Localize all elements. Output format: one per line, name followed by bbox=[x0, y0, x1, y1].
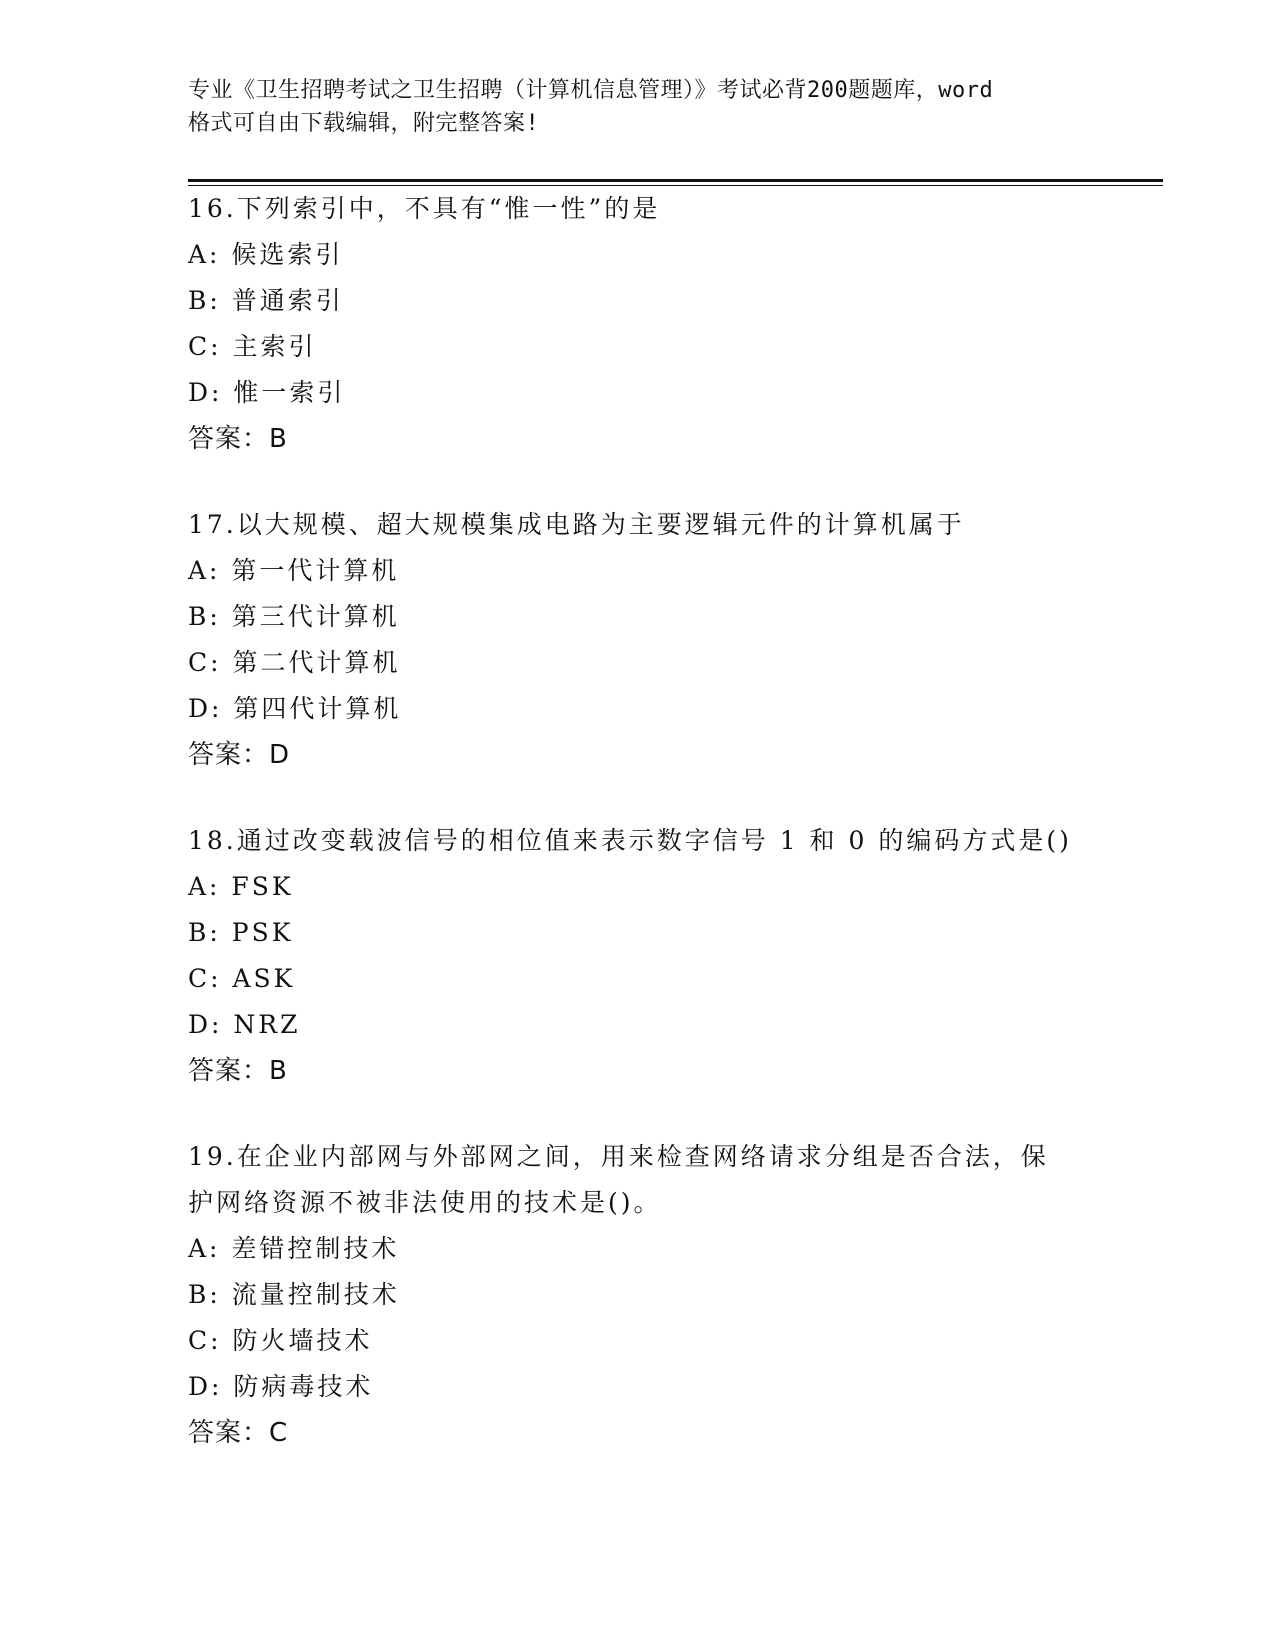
question-stem-line-1: 19.在企业内部网与外部网之间，用来检查网络请求分组是否合法，保 bbox=[188, 1142, 1049, 1171]
option-b: B: 第三代计算机 bbox=[188, 602, 400, 631]
option-c: C: 防火墙技术 bbox=[188, 1326, 373, 1355]
answer-label: 答案：D bbox=[188, 740, 291, 770]
option-c: C: ASK bbox=[188, 964, 296, 993]
question-stem: 18.通过改变载波信号的相位值来表示数字信号 1 和 0 的编码方式是() bbox=[188, 826, 1072, 855]
option-c: C: 主索引 bbox=[188, 332, 317, 361]
option-b: B: 流量控制技术 bbox=[188, 1280, 400, 1309]
answer-label: 答案：C bbox=[188, 1418, 289, 1448]
option-a: A: 候选索引 bbox=[188, 240, 344, 269]
header-divider-thick bbox=[188, 179, 1163, 182]
option-a: A: 第一代计算机 bbox=[188, 556, 400, 585]
option-c: C: 第二代计算机 bbox=[188, 648, 401, 677]
question-17 bbox=[188, 502, 1088, 778]
answer-label: 答案：B bbox=[188, 1056, 288, 1086]
header-line-1: 专业《卫生招聘考试之卫生招聘（计算机信息管理）》考试必背200题题库，word bbox=[188, 78, 994, 103]
option-b: B: PSK bbox=[188, 918, 294, 947]
answer-label: 答案：B bbox=[188, 424, 288, 454]
document-header bbox=[188, 74, 1088, 140]
question-16 bbox=[188, 186, 1088, 462]
option-d: D: 惟一索引 bbox=[188, 378, 346, 407]
option-a: A: FSK bbox=[188, 872, 294, 901]
option-d: D: NRZ bbox=[188, 1010, 301, 1039]
option-d: D: 防病毒技术 bbox=[188, 1372, 374, 1401]
question-stem-line-2: 护网络资源不被非法使用的技术是()。 bbox=[188, 1188, 662, 1217]
header-line-2: 格式可自由下载编辑，附完整答案! bbox=[188, 111, 540, 136]
option-d: D: 第四代计算机 bbox=[188, 694, 402, 723]
option-b: B: 普通索引 bbox=[188, 286, 344, 315]
question-18 bbox=[188, 818, 1088, 1094]
question-19 bbox=[188, 1134, 1088, 1456]
option-a: A: 差错控制技术 bbox=[188, 1234, 400, 1263]
question-stem: 16.下列索引中，不具有“惟一性”的是 bbox=[188, 194, 661, 223]
question-stem: 17.以大规模、超大规模集成电路为主要逻辑元件的计算机属于 bbox=[188, 510, 965, 539]
